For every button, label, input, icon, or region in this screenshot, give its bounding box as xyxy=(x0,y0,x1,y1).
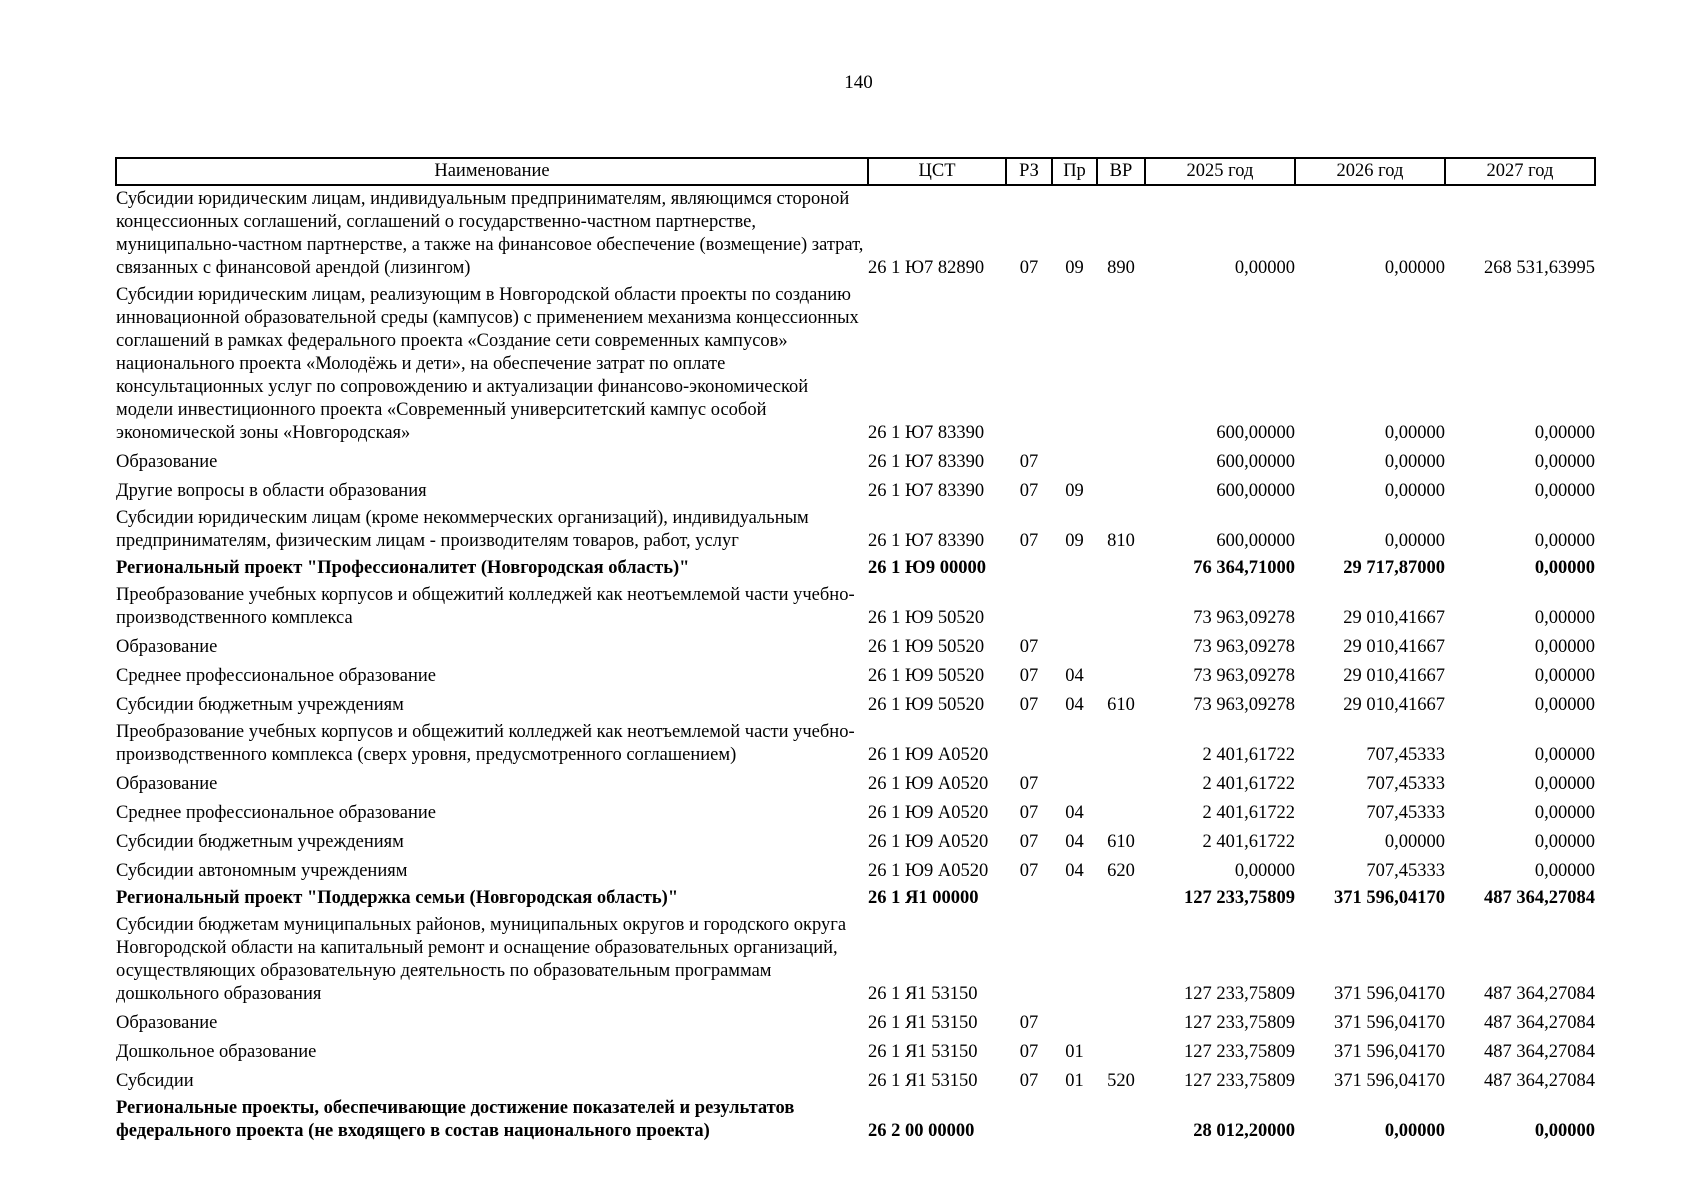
cell-cst: 26 1 Ю9 00000 xyxy=(868,558,986,578)
cell-name: Субсидии xyxy=(116,1071,194,1091)
cell-rz: 07 xyxy=(1019,1013,1039,1033)
cell-vr xyxy=(1097,555,1145,582)
table-row xyxy=(116,690,1595,719)
cell-name: Субсидии бюджетным учреждениям xyxy=(116,695,404,715)
cell-name: Образование xyxy=(116,774,218,794)
cell-2025: 0,00000 xyxy=(1234,861,1295,881)
cell-2027: 268 531,63995 xyxy=(1484,258,1595,278)
cell-pr: 01 xyxy=(1065,1071,1084,1091)
cell-name: Дошкольное образование xyxy=(116,1042,317,1062)
cell-cst: 26 1 Я1 53150 xyxy=(868,1042,978,1062)
table-row xyxy=(116,912,1595,1008)
cell-vr xyxy=(1097,769,1145,798)
cell-name: Образование xyxy=(116,1013,218,1033)
cell-2025: 28 012,20000 xyxy=(1193,1121,1295,1141)
cell-2027: 487 364,27084 xyxy=(1484,1042,1595,1062)
cell-pr xyxy=(1052,885,1097,912)
table-row xyxy=(116,505,1595,555)
table-row xyxy=(116,1095,1595,1145)
cell-rz: 07 xyxy=(1019,1042,1039,1062)
cell-cst: 26 1 Я1 00000 xyxy=(868,888,979,908)
cell-name: Субсидии юридическим лицам, индивидуальным предпринимателям, являющимся стороной концессионных соглашений, соглашений о государственно-частном партнерстве, муниципально-частном партнерстве, а также на финансовое обеспечение (возмещение) затрат, связанных с финансовой арендой (лизингом) xyxy=(116,189,864,278)
cell-vr xyxy=(1097,476,1145,505)
cell-2026: 29 010,41667 xyxy=(1343,608,1445,628)
cell-2026: 0,00000 xyxy=(1384,531,1445,551)
cell-name: Образование xyxy=(116,452,218,472)
cell-rz xyxy=(1006,1095,1052,1145)
header-rz: РЗ xyxy=(1006,158,1052,185)
cell-pr xyxy=(1052,447,1097,476)
cell-cst: 26 1 Ю7 83390 xyxy=(868,481,985,501)
cell-2027: 0,00000 xyxy=(1534,423,1595,443)
cell-vr: 620 xyxy=(1107,861,1135,881)
cell-rz: 07 xyxy=(1019,803,1039,823)
cell-2025: 73 963,09278 xyxy=(1193,666,1295,686)
cell-rz xyxy=(1006,555,1052,582)
cell-vr xyxy=(1097,447,1145,476)
cell-pr: 01 xyxy=(1065,1042,1084,1062)
cell-rz xyxy=(1006,885,1052,912)
cell-name: Субсидии автономным учреждениям xyxy=(116,861,408,881)
table-header xyxy=(116,158,1595,185)
cell-2027: 487 364,27084 xyxy=(1484,888,1595,908)
cell-vr xyxy=(1097,1037,1145,1066)
cell-vr xyxy=(1097,1095,1145,1145)
cell-vr: 520 xyxy=(1107,1071,1135,1091)
cell-rz: 07 xyxy=(1019,861,1039,881)
cell-name: Субсидии бюджетам муниципальных районов, муниципальных округов и городского округа Новгородской области на капитальный ремонт и оснащение образовательных организаций, осуществляющих образовательную деятельность по образовательным программам дошкольного образования xyxy=(116,915,847,1004)
header-name: Наименование xyxy=(116,158,868,185)
cell-vr xyxy=(1097,282,1145,447)
cell-name: Преобразование учебных корпусов и общежитий колледжей как неотъемлемой части учебно-производственного комплекса (сверх уровня, предусмотренного соглашением) xyxy=(116,722,855,765)
cell-2026: 29 010,41667 xyxy=(1343,637,1445,657)
cell-vr xyxy=(1097,912,1145,1008)
cell-vr: 810 xyxy=(1107,531,1135,551)
cell-pr: 04 xyxy=(1065,803,1084,823)
cell-2025: 2 401,61722 xyxy=(1202,745,1295,765)
cell-2027: 0,00000 xyxy=(1534,832,1595,852)
cell-name: Среднее профессиональное образование xyxy=(116,666,436,686)
table-row xyxy=(116,1066,1595,1095)
cell-name: Среднее профессиональное образование xyxy=(116,803,436,823)
table-row xyxy=(116,185,1595,282)
cell-2026: 371 596,04170 xyxy=(1334,984,1445,1004)
cell-2027: 487 364,27084 xyxy=(1484,984,1595,1004)
cell-2025: 127 233,75809 xyxy=(1184,984,1295,1004)
cell-name: Образование xyxy=(116,637,218,657)
cell-2025: 2 401,61722 xyxy=(1202,774,1295,794)
cell-pr: 04 xyxy=(1065,861,1084,881)
table-row xyxy=(116,1037,1595,1066)
cell-rz: 07 xyxy=(1019,832,1039,852)
cell-2025: 127 233,75809 xyxy=(1184,1013,1295,1033)
header-pr: Пр xyxy=(1052,158,1097,185)
cell-pr: 09 xyxy=(1065,531,1084,551)
table-row xyxy=(116,769,1595,798)
cell-2025: 600,00000 xyxy=(1216,452,1295,472)
cell-2025: 2 401,61722 xyxy=(1202,832,1295,852)
table-row xyxy=(116,476,1595,505)
cell-2027: 0,00000 xyxy=(1534,608,1595,628)
table-row xyxy=(116,798,1595,827)
cell-cst: 26 1 Ю9 А0520 xyxy=(868,803,989,823)
cell-2025: 0,00000 xyxy=(1234,258,1295,278)
cell-2025: 600,00000 xyxy=(1216,481,1295,501)
cell-2027: 0,00000 xyxy=(1534,1121,1595,1141)
cell-2025: 127 233,75809 xyxy=(1184,1042,1295,1062)
header-cst: ЦСТ xyxy=(868,158,1006,185)
cell-2025: 73 963,09278 xyxy=(1193,637,1295,657)
cell-cst: 26 1 Ю9 50520 xyxy=(868,608,985,628)
cell-2027: 0,00000 xyxy=(1534,695,1595,715)
table-row xyxy=(116,447,1595,476)
cell-vr xyxy=(1097,632,1145,661)
cell-2027: 0,00000 xyxy=(1534,774,1595,794)
cell-rz xyxy=(1006,582,1052,632)
table-row xyxy=(116,719,1595,769)
cell-2026: 0,00000 xyxy=(1384,832,1445,852)
cell-name: Субсидии бюджетным учреждениям xyxy=(116,832,404,852)
cell-pr: 09 xyxy=(1065,481,1084,501)
cell-rz: 07 xyxy=(1019,452,1039,472)
cell-name: Субсидии юридическим лицам (кроме некоммерческих организаций), индивидуальным предпринимателям, физическим лицам - производителям товаров, работ, услуг xyxy=(116,508,809,551)
cell-vr xyxy=(1097,1008,1145,1037)
cell-2026: 371 596,04170 xyxy=(1334,1013,1445,1033)
cell-vr xyxy=(1097,719,1145,769)
table-row xyxy=(116,661,1595,690)
cell-cst: 26 1 Ю9 50520 xyxy=(868,695,985,715)
cell-vr xyxy=(1097,885,1145,912)
cell-2026: 0,00000 xyxy=(1384,423,1445,443)
cell-2027: 487 364,27084 xyxy=(1484,1071,1595,1091)
cell-name: Региональный проект "Поддержка семьи (Новгородская область)" xyxy=(116,888,679,908)
cell-2027: 0,00000 xyxy=(1534,803,1595,823)
cell-name: Субсидии юридическим лицам, реализующим в Новгородской области проекты по созданию инновационной образовательной среды (кампусов) с применением механизма концессионных соглашений в рамках федерального проекта «Создание сети современных кампусов» национального проекта «Молодёжь и дети», на обеспечение затрат по оплате консультационных услуг по сопровождению и актуализации финансово-экономической модели инвестиционного проекта «Современный университетский кампус особой экономической зоны «Новгородская» xyxy=(116,285,859,443)
cell-2027: 0,00000 xyxy=(1534,745,1595,765)
table-row xyxy=(116,827,1595,856)
cell-cst: 26 1 Ю9 А0520 xyxy=(868,745,989,765)
table-row xyxy=(116,1008,1595,1037)
cell-pr xyxy=(1052,769,1097,798)
cell-cst: 26 1 Ю7 83390 xyxy=(868,531,985,551)
cell-name: Другие вопросы в области образования xyxy=(116,481,427,501)
cell-2026: 707,45333 xyxy=(1366,803,1445,823)
cell-2026: 707,45333 xyxy=(1366,774,1445,794)
cell-name: Региональные проекты, обеспечивающие достижение показателей и результатов федерального проекта (не входящего в состав национального проекта) xyxy=(116,1098,795,1141)
cell-2027: 0,00000 xyxy=(1534,666,1595,686)
cell-cst: 26 1 Ю9 А0520 xyxy=(868,861,989,881)
table-row xyxy=(116,555,1595,582)
cell-cst: 26 1 Ю9 А0520 xyxy=(868,774,989,794)
cell-2027: 0,00000 xyxy=(1534,481,1595,501)
cell-pr xyxy=(1052,282,1097,447)
cell-2026: 371 596,04170 xyxy=(1334,1071,1445,1091)
cell-rz: 07 xyxy=(1019,481,1039,501)
cell-2027: 0,00000 xyxy=(1534,637,1595,657)
cell-vr: 610 xyxy=(1107,832,1135,852)
cell-2027: 0,00000 xyxy=(1534,531,1595,551)
cell-2025: 600,00000 xyxy=(1216,531,1295,551)
cell-cst: 26 1 Ю7 83390 xyxy=(868,452,985,472)
cell-pr xyxy=(1052,912,1097,1008)
cell-cst: 26 1 Я1 53150 xyxy=(868,984,978,1004)
cell-rz: 07 xyxy=(1019,258,1039,278)
cell-cst: 26 1 Я1 53150 xyxy=(868,1013,978,1033)
cell-vr xyxy=(1097,798,1145,827)
cell-2025: 73 963,09278 xyxy=(1193,608,1295,628)
cell-pr: 04 xyxy=(1065,666,1084,686)
cell-vr xyxy=(1097,661,1145,690)
cell-pr xyxy=(1052,719,1097,769)
cell-2027: 0,00000 xyxy=(1534,558,1595,578)
cell-pr: 04 xyxy=(1065,695,1084,715)
budget-table xyxy=(115,157,1596,1145)
cell-vr: 610 xyxy=(1107,695,1135,715)
cell-rz: 07 xyxy=(1019,695,1039,715)
cell-cst: 26 1 Ю7 82890 xyxy=(868,258,985,278)
header-2027: 2027 год xyxy=(1445,158,1595,185)
cell-2025: 127 233,75809 xyxy=(1184,888,1295,908)
cell-2026: 0,00000 xyxy=(1384,481,1445,501)
table-row xyxy=(116,632,1595,661)
cell-cst: 26 1 Ю9 50520 xyxy=(868,666,985,686)
cell-2027: 0,00000 xyxy=(1534,861,1595,881)
cell-2026: 29 010,41667 xyxy=(1343,695,1445,715)
cell-pr: 09 xyxy=(1065,258,1084,278)
cell-pr xyxy=(1052,555,1097,582)
cell-pr: 04 xyxy=(1065,832,1084,852)
cell-rz: 07 xyxy=(1019,774,1039,794)
table-row xyxy=(116,282,1595,447)
cell-cst: 26 1 Ю7 83390 xyxy=(868,423,985,443)
cell-pr xyxy=(1052,582,1097,632)
cell-rz xyxy=(1006,282,1052,447)
cell-name: Преобразование учебных корпусов и общежитий колледжей как неотъемлемой части учебно-производственного комплекса xyxy=(116,585,855,628)
cell-2026: 0,00000 xyxy=(1384,452,1445,472)
cell-2025: 600,00000 xyxy=(1216,423,1295,443)
cell-2026: 29 010,41667 xyxy=(1343,666,1445,686)
cell-cst: 26 1 Я1 53150 xyxy=(868,1071,978,1091)
cell-vr xyxy=(1097,582,1145,632)
table-row xyxy=(116,856,1595,885)
cell-cst: 26 1 Ю9 А0520 xyxy=(868,832,989,852)
header-2025: 2025 год xyxy=(1145,158,1295,185)
header-vr: ВР xyxy=(1097,158,1145,185)
cell-cst: 26 1 Ю9 50520 xyxy=(868,637,985,657)
cell-2026: 0,00000 xyxy=(1384,258,1445,278)
cell-cst: 26 2 00 00000 xyxy=(868,1121,975,1141)
cell-pr xyxy=(1052,1095,1097,1145)
cell-2026: 0,00000 xyxy=(1384,1121,1445,1141)
cell-rz xyxy=(1006,719,1052,769)
header-2026: 2026 год xyxy=(1295,158,1445,185)
table-row xyxy=(116,582,1595,632)
cell-2025: 2 401,61722 xyxy=(1202,803,1295,823)
table-body xyxy=(116,185,1595,1145)
page-number: 140 xyxy=(844,72,873,93)
cell-2025: 73 963,09278 xyxy=(1193,695,1295,715)
cell-2027: 487 364,27084 xyxy=(1484,1013,1595,1033)
cell-2026: 371 596,04170 xyxy=(1334,1042,1445,1062)
cell-rz xyxy=(1006,912,1052,1008)
cell-name: Региональный проект "Профессионалитет (Новгородская область)" xyxy=(116,558,690,578)
cell-2026: 707,45333 xyxy=(1366,745,1445,765)
cell-2026: 707,45333 xyxy=(1366,861,1445,881)
cell-rz: 07 xyxy=(1019,1071,1039,1091)
cell-2027: 0,00000 xyxy=(1534,452,1595,472)
cell-2026: 371 596,04170 xyxy=(1334,888,1445,908)
cell-pr xyxy=(1052,1008,1097,1037)
cell-rz: 07 xyxy=(1019,637,1039,657)
cell-pr xyxy=(1052,632,1097,661)
cell-vr: 890 xyxy=(1107,258,1135,278)
cell-rz: 07 xyxy=(1019,531,1039,551)
cell-2026: 29 717,87000 xyxy=(1343,558,1445,578)
cell-2025: 76 364,71000 xyxy=(1193,558,1295,578)
cell-rz: 07 xyxy=(1019,666,1039,686)
table-row xyxy=(116,885,1595,912)
cell-2025: 127 233,75809 xyxy=(1184,1071,1295,1091)
